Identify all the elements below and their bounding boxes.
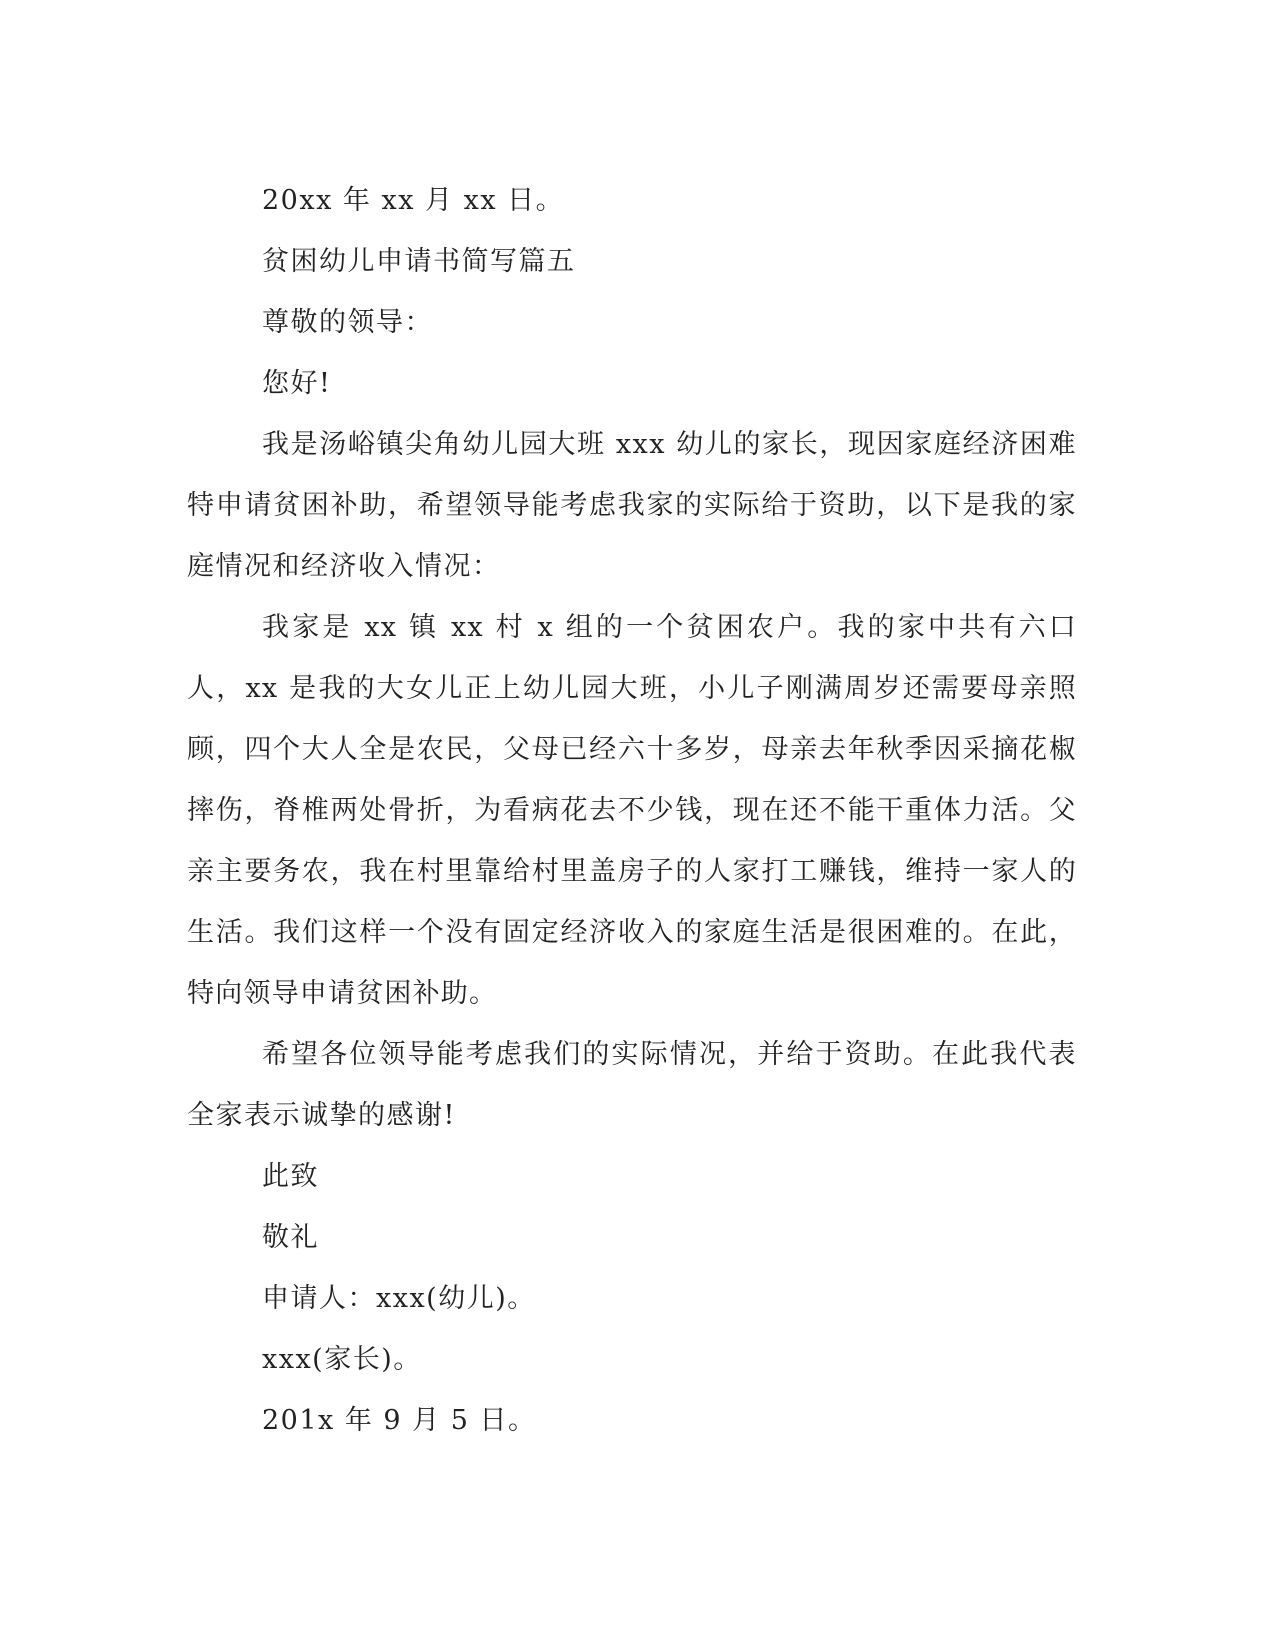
- paragraph-thanks: 希望各位领导能考虑我们的实际情况，并给于资助。在此我代表全家表示诚挚的感谢!: [187, 1039, 1077, 1131]
- paragraph-intro: 我是汤峪镇尖角幼儿园大班 xxx 幼儿的家长，现因家庭经济困难特申请贫困补助，希望领导能考虑我家的实际给于资助，以下是我的家庭情况和经济收入情况：: [187, 429, 1077, 582]
- closing-ci-zhi: 此致: [262, 1161, 319, 1192]
- document-title: 贫困幼儿申请书简写篇五: [262, 246, 576, 277]
- greeting: 您好!: [262, 368, 332, 399]
- bottom-date: 201x 年 9 月 5 日。: [262, 1405, 537, 1436]
- salutation: 尊敬的领导：: [262, 307, 433, 338]
- parent-signature: xxx(家长)。: [262, 1344, 422, 1375]
- applicant-signature: 申请人：xxx(幼儿)。: [262, 1283, 536, 1314]
- document-body: [187, 170, 1077, 1451]
- paragraph-family-situation: 我家是 xx 镇 xx 村 x 组的一个贫困农户。我的家中共有六口人，xx 是我的大女儿正上幼儿园大班，小儿子刚满周岁还需要母亲照顾，四个大人全是农民，父母已经六十多岁，母亲去年秋季因采摘花椒摔伤，脊椎两处骨折，为看病花去不少钱，现在还不能干重体力活。父亲主要务农，我在村里靠给村里盖房子的人家打工赚钱，维持一家人的生活。我们这样一个没有固定经济收入的家庭生活是很困难的。在此，特向领导申请贫困补助。: [187, 612, 1077, 1009]
- closing-jing-li: 敬礼: [262, 1222, 319, 1253]
- top-date: 20xx 年 xx 月 xx 日。: [262, 185, 565, 216]
